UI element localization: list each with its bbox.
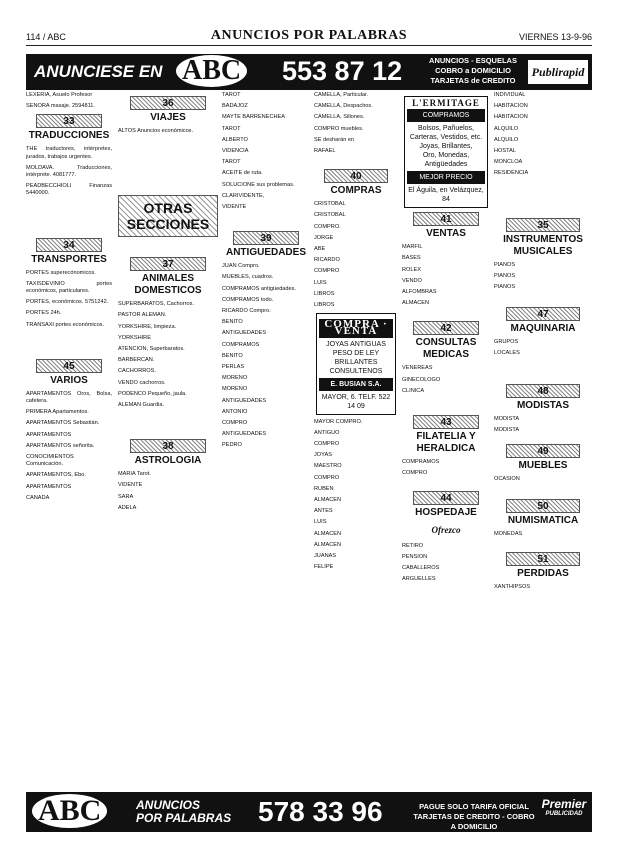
list-item: OCASION — [494, 476, 520, 483]
list-item: PEADBECCHIOLI Finanzas 5440000. — [26, 183, 112, 197]
list-item: COMPRAMOS todo. — [222, 296, 274, 303]
list-item: RICARDO Compro. — [222, 308, 271, 315]
list-item: APARTAMENTOS — [26, 431, 72, 438]
list-item: PIANOS — [494, 272, 516, 279]
list-item: ANTIGUEDADES — [222, 431, 267, 438]
list-item: MARIA Tarot. — [118, 471, 151, 478]
section-heading: 48 MODISTAS — [494, 384, 592, 412]
list-item: PASTOR ALEMAN. — [118, 312, 167, 319]
list-item: MONCLOA — [494, 159, 523, 166]
list-item: ALBERTO — [222, 136, 248, 143]
list-item: RICARDO — [314, 257, 340, 264]
list-item: LUIS — [314, 279, 327, 286]
list-item: COMPRO — [314, 268, 340, 275]
list-item: ALMACEN — [314, 497, 342, 504]
bottom-banner — [26, 792, 592, 832]
section-heading: 47 MAQUINARIA — [494, 307, 592, 335]
section-heading: 49 MUEBLES — [494, 444, 592, 472]
abc-logo: ABC — [32, 794, 107, 828]
list-item: CAMELLA, Particular. — [314, 92, 369, 98]
column-2 — [118, 92, 218, 788]
abc-logo: ABC — [176, 55, 247, 87]
section-heading: 34 TRANSPORTES — [31, 239, 107, 265]
list-item: JORGE — [314, 234, 334, 241]
section-heading: 42 CONSULTAS MEDICAS — [402, 321, 490, 361]
list-item: TAROT — [222, 159, 241, 166]
list-item: VIDENTE — [118, 482, 143, 489]
list-item: BASES — [402, 255, 421, 262]
list-item: ADELA — [118, 504, 137, 511]
list-item: APARTAMENTOS, Ebo. — [26, 472, 86, 479]
list-item: PODENCO Pequeño, jaula. — [118, 390, 187, 397]
list-item: JOYAS — [314, 452, 332, 459]
list-item: ALEMAN Guardia. — [118, 402, 165, 409]
list-item: GINECOLOGO — [402, 376, 441, 383]
list-item: SARA — [118, 493, 134, 500]
page-date: VIERNES 13-9-96 — [518, 32, 592, 42]
column-5 — [402, 92, 490, 788]
list-item: COMPRAMOS — [402, 459, 440, 466]
list-item: ALMACEN — [314, 530, 342, 537]
list-item: PORTES 24h. — [26, 310, 62, 317]
list-item: ANTIGUEDADES — [222, 397, 267, 404]
section-heading: 38 ASTROLOGIA — [118, 439, 218, 467]
list-item: ANTONIO — [222, 408, 248, 415]
section-heading: 50 NUMISMATICA — [494, 499, 592, 527]
list-item: MUEBLES, cuadros. — [222, 274, 274, 281]
list-item: MORENO — [222, 375, 248, 382]
list-item: COMPRO — [314, 441, 340, 448]
list-item: MODISTA — [494, 415, 520, 422]
section-heading: 51 PERDIDAS — [494, 552, 592, 580]
list-item: VIDENTE — [222, 204, 247, 211]
list-item: APARTAMENTOS Oros, Bolsa, cafetera. — [26, 390, 112, 405]
list-item: COMPRAMOS antigüedades. — [222, 285, 296, 292]
list-item: HOSTAL — [494, 148, 516, 155]
list-item: TRANSAXI portes económicos. — [26, 321, 105, 328]
list-item: INDIVIDUAL — [494, 92, 526, 98]
list-item: MAYOR COMPRO. — [314, 418, 363, 425]
list-item: LEXERIA, Asuelo Profesor — [26, 92, 93, 98]
list-item: RAFAEL — [314, 148, 336, 155]
list-item: SOLUCIONE sus problemas. — [222, 181, 295, 188]
list-item: PIANOS — [494, 284, 516, 291]
premier-logo: Premier PUBLICIDAD — [541, 797, 587, 817]
list-item: FELIPE — [314, 564, 334, 571]
list-item: BARBERCAN. — [118, 357, 155, 364]
list-item: CABALLEROS — [402, 565, 440, 572]
list-item: VIDENCIA — [222, 148, 249, 155]
list-item: RESIDENCIA — [494, 170, 529, 177]
list-item: MAYTE BARRENECHEA — [222, 114, 285, 121]
list-item: LIBROS — [314, 290, 335, 297]
section-title: ANUNCIOS POR PALABRAS — [210, 28, 408, 43]
otras-secciones-block: OTRAS SECCIONES — [118, 195, 218, 237]
list-item: BENITO — [222, 319, 243, 326]
list-item: ALMACEN — [314, 541, 342, 548]
list-item: SUPERBARATOS, Cachorros. — [118, 301, 194, 308]
list-item: ABE — [314, 246, 326, 253]
list-item: ALTOS Anuncios económicos. — [118, 128, 194, 134]
list-item: CONOCIMIENTOS Comunicación. — [26, 454, 74, 468]
list-item: APARTAMENTOS — [26, 483, 72, 490]
page-number: 114 / ABC — [26, 32, 66, 42]
column-4 — [314, 92, 398, 788]
section-heading: 39 ANTIGUEDADES — [225, 233, 306, 259]
list-item: XANTHIPSOS — [494, 584, 531, 591]
list-item: COMPRO — [222, 420, 248, 427]
list-item: CAMELLA, Sillones. — [314, 114, 365, 121]
section-heading: 36 VIAJES — [118, 96, 218, 124]
list-item: CANADA — [26, 494, 50, 501]
list-item: ANTIGUEDADES — [222, 330, 267, 337]
list-item: VENDO cachorros. — [118, 379, 166, 386]
column-6 — [494, 92, 592, 788]
list-item: ARGUELLES — [402, 576, 436, 583]
compra-venta-ad: COMPRA · VENTA JOYAS ANTIGUAS PESO DE LEY BRILLANTES CONSULTENOS E. BUSIAN S.A. MAYOR, 6. TELF. 522 14 09 — [316, 313, 396, 414]
list-item: LUIS — [314, 519, 327, 526]
banner-phone: 578 33 96 — [258, 796, 383, 827]
list-item: SENORA masaje. 2594811. — [26, 103, 95, 110]
list-item: ALQUILO — [494, 136, 519, 143]
list-item: ALQUILO — [494, 125, 519, 132]
list-item: MORENO — [222, 386, 248, 393]
list-item: PRIMERA Apartamentos. — [26, 409, 89, 416]
list-item: RETIRO — [402, 542, 424, 549]
section-heading: 35 INSTRUMENTOS MUSICALES — [503, 219, 583, 257]
list-item: ALFOMBRAS — [402, 289, 437, 296]
list-item: ANTES — [314, 508, 333, 515]
top-banner — [26, 54, 592, 90]
list-item: GRUPOS — [494, 339, 519, 346]
section-heading: 41 VENTAS — [402, 212, 490, 240]
banner-phone: 553 87 12 — [282, 56, 403, 86]
list-item: ROLEX — [402, 266, 421, 273]
list-item: VENEREAS — [402, 365, 433, 372]
list-item: SE desharán en — [314, 136, 355, 143]
list-item: BENITO — [222, 352, 243, 359]
list-item: MODISTA — [494, 426, 520, 433]
list-item: THE traductores, intérpretes, jurados, trabajos urgentes. — [26, 146, 112, 160]
list-item: COMPRO muebles. — [314, 125, 364, 132]
list-item: ACEITE de ruta. — [222, 170, 263, 177]
section-heading: 44 HOSPEDAJE — [402, 491, 490, 519]
list-item: PERLAS — [222, 364, 245, 371]
list-item: LIBROS — [314, 302, 335, 309]
lermitage-ad: L'ERMITAGE COMPRAMOS Bolsos, Pañuelos, Carteras, Vestidos, etc. Joyas, Brillantes, Oro, Monedas, Antigüedades MEJOR PRECIO El Águila, en Velázquez, 84 — [404, 96, 488, 208]
list-item: COMPRO — [314, 474, 340, 481]
list-item: VENDO — [402, 277, 422, 284]
column-1 — [26, 92, 112, 788]
section-heading: 40 COMPRAS — [314, 169, 398, 197]
list-item: APARTAMENTOS Sebastián. — [26, 420, 100, 427]
list-item: CLARIVIDENTE, — [222, 192, 265, 199]
banner-anuncios: ANUNCIOS POR PALABRAS — [136, 798, 232, 825]
list-item: CAMELLA, Despachos. — [314, 103, 373, 110]
section-heading: 37 ANIMALES DOMESTICOS — [118, 257, 218, 297]
list-item: CRISTOBAL — [314, 201, 346, 208]
section-heading: 43 FILATELIA Y HERALDICA — [402, 415, 490, 455]
banner-services: ANUNCIOS - ESQUELAS COBRO a DOMICILIO TARJETAS de CREDITO — [429, 56, 517, 85]
list-item: JUAN Compro. — [222, 263, 260, 270]
list-item: CLINICA — [402, 387, 425, 394]
section-heading: 45 VARIOS — [26, 359, 112, 387]
column-3 — [222, 92, 310, 788]
list-item: TAROT — [222, 125, 241, 132]
list-item: TAROT — [222, 92, 241, 98]
list-item: MAESTRO — [314, 463, 342, 470]
banner-left-text: ANUNCIESE EN — [34, 62, 163, 81]
list-item: RUBEN — [314, 485, 334, 492]
list-item: MOLDAVA. Traducciones, intérprete. 4081777. — [26, 164, 112, 179]
list-item: CRISTOBAL — [314, 212, 346, 219]
list-item: HABITACION — [494, 103, 528, 110]
list-item: YORKSHIRE — [118, 334, 151, 341]
list-item: COMPRAMOS — [222, 341, 260, 348]
list-item: COMPRO. — [314, 223, 341, 230]
list-item: HABITACION — [494, 114, 528, 121]
list-item: BADAJOZ — [222, 103, 248, 110]
list-item: COMPRO — [402, 470, 428, 477]
list-item: ANTIGUO — [314, 429, 340, 436]
list-item: PENSION — [402, 553, 428, 560]
list-item: PORTES superecónomicos. — [26, 269, 96, 276]
list-item: JUANAS — [314, 553, 337, 560]
list-item: PORTES, económicos. 5751242. — [26, 299, 109, 306]
list-item: PEDRO — [222, 442, 242, 449]
section-heading: 33 TRADUCCIONES — [28, 116, 110, 142]
list-item: ATENCION, Superbaratos. — [118, 346, 185, 353]
list-item: TAXISDEVINIO portes económicos, particulares. — [26, 280, 112, 295]
list-item: CACHORROS. — [118, 368, 156, 375]
list-item: ALMACEN — [402, 300, 430, 307]
list-item: MARFIL — [402, 244, 423, 251]
publirapid-logo: Publirapid — [528, 60, 588, 84]
list-item: PIANOS — [494, 261, 516, 268]
ofrezco-label: Ofrezco — [431, 525, 461, 536]
list-item: YORKSHIRE, limpieza. — [118, 323, 177, 330]
list-item: APARTAMENTOS señorita. — [26, 442, 95, 449]
page-header — [26, 26, 592, 46]
banner-tarifa: PAGUE SOLO TARIFA OFICIAL TARJETAS DE CREDITO - COBRO A DOMICILIO — [413, 802, 535, 831]
list-item: MONEDAS — [494, 531, 523, 538]
list-item: LOCALES — [494, 350, 520, 357]
